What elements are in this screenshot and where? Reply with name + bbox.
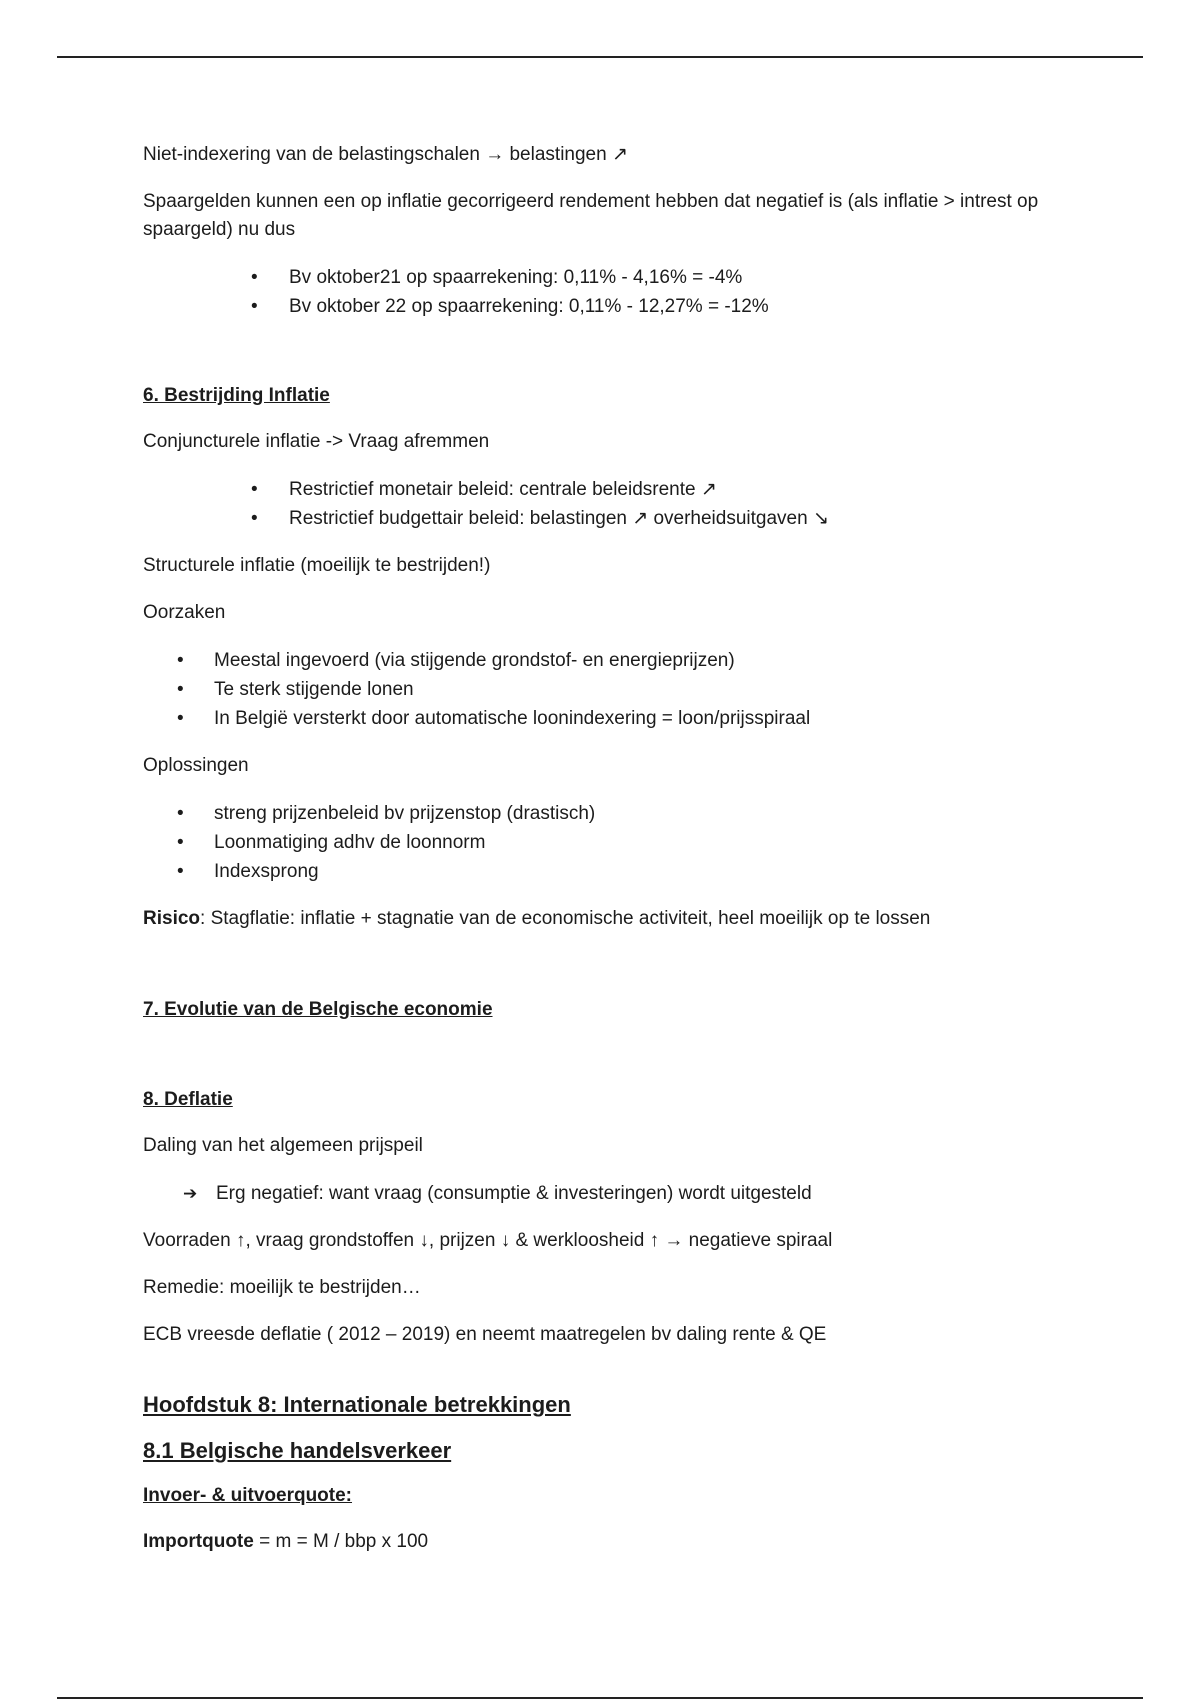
footer-rule bbox=[57, 1697, 1143, 1699]
solutions-list bbox=[143, 799, 1043, 886]
section-8-1-heading: 8.1 Belgische handelsverkeer bbox=[143, 1438, 452, 1463]
document-body bbox=[143, 141, 1043, 1575]
conjunctural-inflation: Conjuncturele inflatie -> Vraag afremmen bbox=[143, 431, 490, 452]
structural-inflation: Structurele inflatie (moeilijk te bestrijden!) bbox=[143, 555, 491, 576]
risk-line bbox=[143, 905, 1043, 933]
import-quote-formula: = m = M / bbp x 100 bbox=[253, 1531, 429, 1552]
list-item: • Restrictief budgettair beleid: belastingen ↗ overheidsuitgaven ↘ bbox=[143, 504, 1043, 533]
chapter-8-heading: Hoofdstuk 8: Internationale betrekkingen bbox=[143, 1392, 571, 1417]
section-7-heading: 7. Evolutie van de Belgische economie bbox=[143, 999, 493, 1020]
section-8-heading: 8. Deflatie bbox=[143, 1089, 233, 1110]
deflation-definition: Daling van het algemeen prijspeil bbox=[143, 1135, 423, 1156]
causes-list bbox=[143, 646, 1043, 733]
import-quote-label: Importquote bbox=[143, 1531, 254, 1552]
trade-quote-heading: Invoer- & uitvoerquote: bbox=[143, 1485, 353, 1506]
risk-label: Risico bbox=[143, 908, 201, 929]
solutions-label: Oplossingen bbox=[143, 755, 249, 776]
list-item: • Loonmatiging adhv de loonnorm bbox=[143, 828, 1043, 857]
list-item: • Bv oktober 22 op spaarrekening: 0,11% - 12,27% = -12% bbox=[143, 292, 1043, 321]
causes-label: Oorzaken bbox=[143, 602, 226, 623]
risk-text: : Stagflatie: inflatie + stagnatie van de economische activiteit, heel moeilijk op te lossen bbox=[200, 908, 931, 929]
list-item: • Meestal ingevoerd (via stijgende grondstof- en energieprijzen) bbox=[143, 646, 1043, 675]
header-rule bbox=[57, 56, 1143, 58]
list-item: • streng prijzenbeleid bv prijzenstop (drastisch) bbox=[143, 799, 1043, 828]
conjunctural-measures-list bbox=[143, 475, 1043, 533]
intro-line-2: Spaargelden kunnen een op inflatie gecorrigeerd rendement hebben dat negatief is (als inflatie > intrest op spaargeld) nu dus bbox=[143, 191, 1039, 240]
section-6-heading: 6. Bestrijding Inflatie bbox=[143, 385, 330, 406]
list-item: • Restrictief monetair beleid: centrale beleidsrente ↗ bbox=[143, 475, 1043, 504]
list-item: • In België versterkt door automatische loonindexering = loon/prijsspiraal bbox=[143, 704, 1043, 733]
list-item: ➔ Erg negatief: want vraag (consumptie & investeringen) wordt uitgesteld bbox=[143, 1179, 1043, 1208]
list-item: • Bv oktober21 op spaarrekening: 0,11% - 4,16% = -4% bbox=[143, 263, 1043, 292]
deflation-spiral: Voorraden ↑, vraag grondstoffen ↓, prijzen ↓ & werkloosheid ↑ → negatieve spiraal bbox=[143, 1230, 833, 1251]
list-item: • Indexsprong bbox=[143, 857, 1043, 886]
ecb-deflation: ECB vreesde deflatie ( 2012 – 2019) en neemt maatregelen bv daling rente & QE bbox=[143, 1324, 827, 1345]
savings-examples-list bbox=[143, 263, 1043, 321]
list-item: • Te sterk stijgende lonen bbox=[143, 675, 1043, 704]
deflation-remedy: Remedie: moeilijk te bestrijden… bbox=[143, 1277, 421, 1298]
import-quote-line bbox=[143, 1528, 1043, 1556]
intro-line-1: Niet-indexering van de belastingschalen → belastingen ↗ bbox=[143, 144, 628, 165]
deflation-consequence-list bbox=[143, 1179, 1043, 1208]
